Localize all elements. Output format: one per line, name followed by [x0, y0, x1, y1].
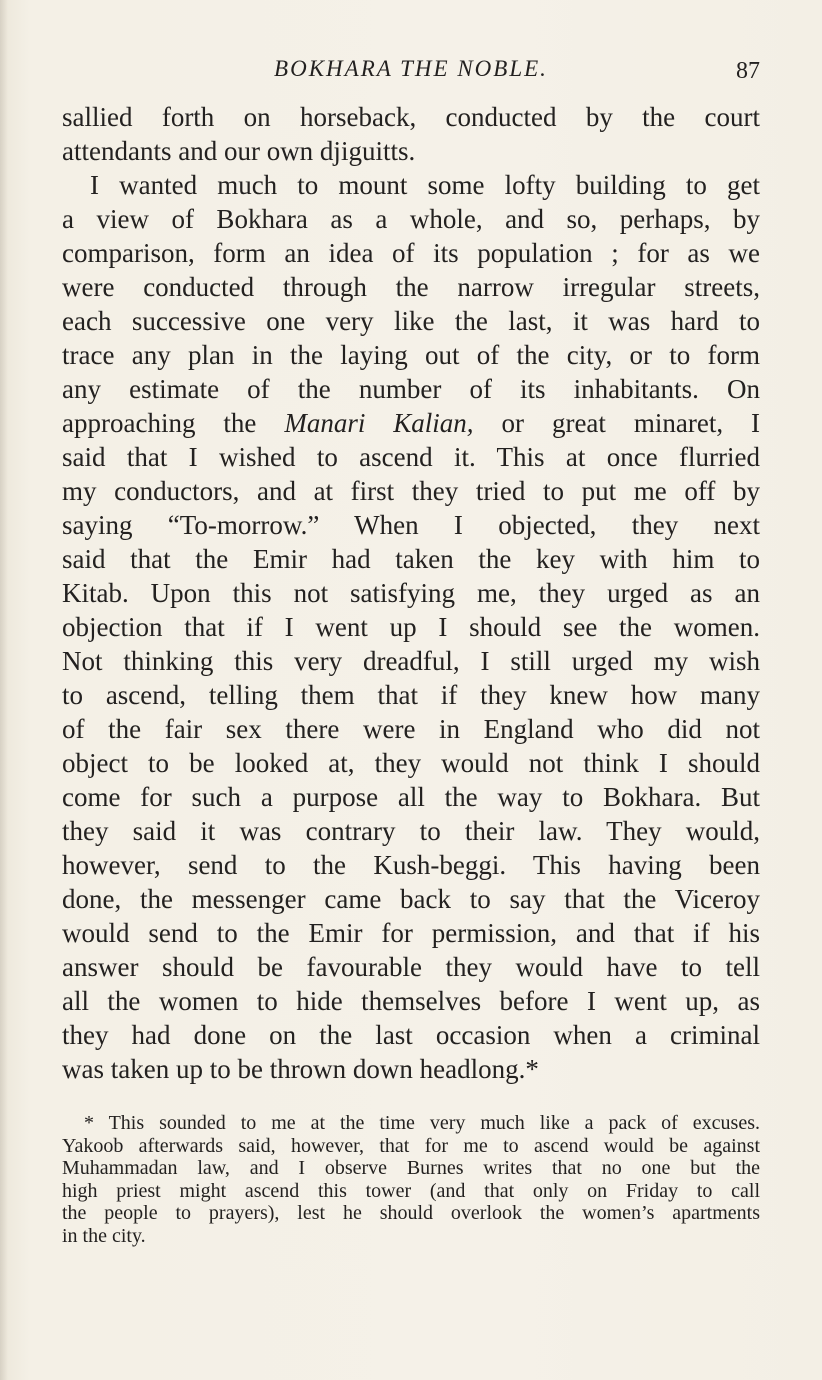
body-line: done, the messenger came back to say that the Viceroy [62, 884, 760, 914]
body-line: was taken up to be thrown down headlong.* [62, 1054, 539, 1084]
body-line: answer should be favourable they would have to tell [62, 952, 760, 982]
body-line: they had done on the last occasion when a criminal [62, 1020, 760, 1050]
footnote-line: Yakoob afterwards said, however, that for me to ascend would be against [62, 1134, 760, 1157]
footnote-line: high priest might ascend this tower (and that only on Friday to call [62, 1179, 760, 1202]
body-line: objection that if I went up I should see the women. [62, 612, 760, 642]
page-number: 87 [736, 58, 760, 84]
body-line-end: or great minaret, I [501, 408, 761, 438]
body-text [62, 100, 760, 1086]
body-line: they said it was contrary to their law. They would, [62, 816, 760, 846]
body-line: I wanted much to mount some lofty building to get [90, 170, 760, 200]
body-line: a view of Bokhara as a whole, and so, perhaps, by [62, 204, 760, 234]
body-line: Not thinking this very dreadful, I still urged my wish [62, 646, 760, 676]
body-line: come for such a purpose all the way to Bokhara. But [62, 782, 760, 812]
body-line: however, send to the Kush-beggi. This having been [62, 850, 760, 880]
body-line: my conductors, and at first they tried to put me off by [62, 476, 760, 506]
body-line: trace any plan in the laying out of the city, or to form [62, 340, 760, 370]
binding-shadow [0, 0, 8, 1380]
body-line: of the fair sex there were in England who did not [62, 714, 760, 744]
body-line: any estimate of the number of its inhabitants. On [62, 374, 760, 404]
body-line-start: approaching the [62, 408, 257, 438]
body-line: to ascend, telling them that if they knew how many [62, 680, 760, 710]
body-line: were conducted through the narrow irregular streets, [62, 272, 760, 302]
body-line: each successive one very like the last, it was hard to [62, 306, 760, 336]
body-line: said that I wished to ascend it. This at once flurried [62, 442, 760, 472]
body-line: attendants and our own djiguitts. [62, 136, 416, 166]
footnote [62, 1112, 760, 1247]
footnote-line: in the city. [62, 1224, 146, 1247]
body-line: saying “To-morrow.” When I objected, they next [62, 510, 760, 540]
footnote-line: Muhammadan law, and I observe Burnes writes that no one but the [62, 1157, 760, 1179]
footnote-line: * This sounded to me at the time very much like a pack of excuses. [84, 1112, 760, 1134]
body-line-with-italic [62, 406, 760, 440]
body-line: Kitab. Upon this not satisfying me, they urged as an [62, 578, 760, 608]
footnote-line: the people to prayers), lest he should overlook the women’s apartments [62, 1202, 760, 1224]
body-line: all the women to hide themselves before I went up, as [62, 986, 760, 1016]
page-header [62, 52, 760, 88]
body-line: sallied forth on horseback, conducted by the court [62, 102, 760, 132]
italic-place-name: Manari Kalian, [284, 408, 474, 438]
body-line: would send to the Emir for permission, and that if his [62, 918, 760, 948]
running-head: BOKHARA THE NOBLE. [274, 56, 548, 81]
body-line: comparison, form an idea of its population ; for as we [62, 238, 760, 268]
body-line: said that the Emir had taken the key with him to [62, 544, 760, 574]
body-line: object to be looked at, they would not think I should [62, 748, 760, 778]
